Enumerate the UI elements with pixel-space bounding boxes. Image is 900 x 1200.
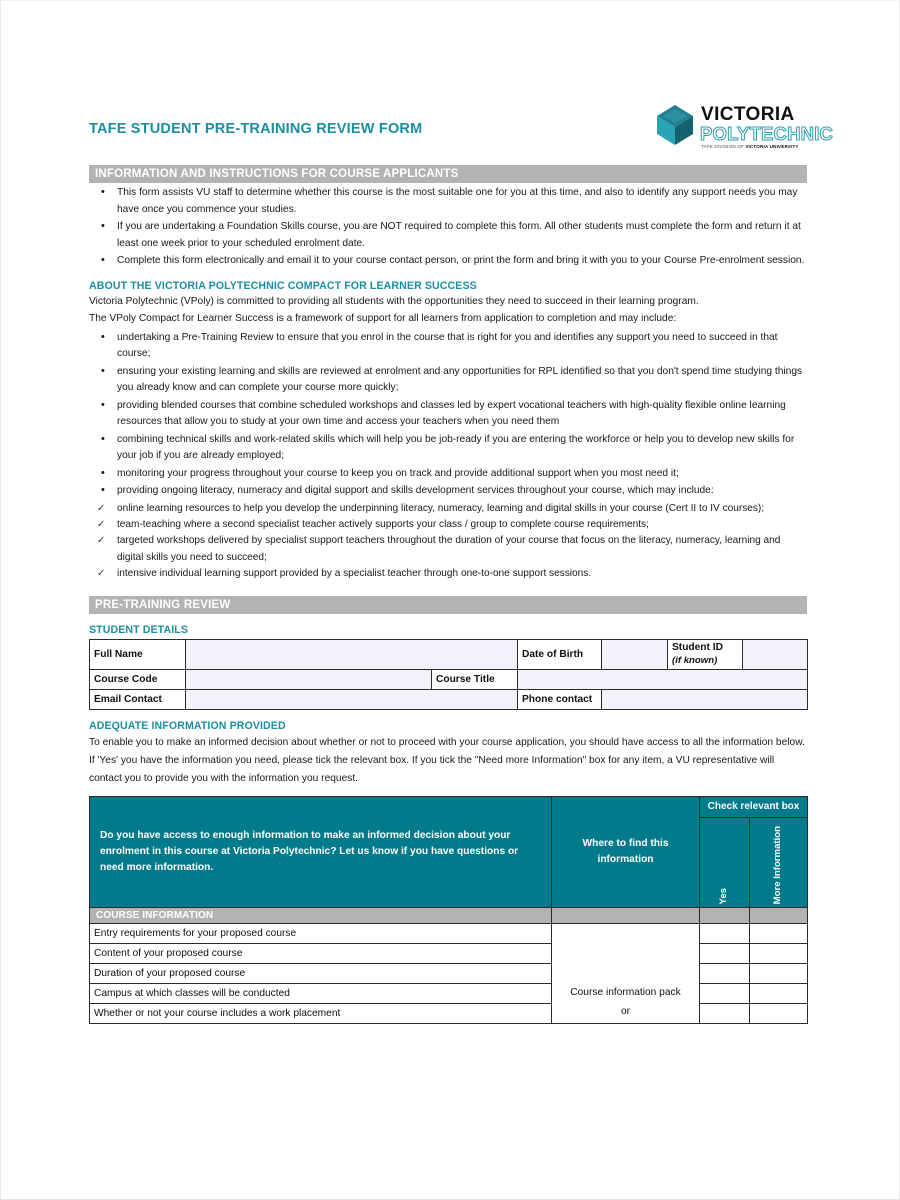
- header-col-yes: [700, 818, 750, 908]
- item-label: Whether or not your course includes a work placement: [90, 1004, 552, 1024]
- checkbox-more-information[interactable]: [750, 984, 808, 1004]
- list-item: ✓ team-teaching where a second specialist teacher actively supports your class / group to complete course requirements;: [89, 517, 807, 533]
- document-content: [89, 99, 834, 1024]
- label-course-code: Course Code: [90, 669, 186, 689]
- checkbox-yes[interactable]: [700, 964, 750, 984]
- checkbox-yes[interactable]: [700, 924, 750, 944]
- list-item: ✓ online learning resources to help you develop the underpinning literacy, numeracy, learning and digital skills in your course (Cert II to IV courses);: [89, 501, 807, 517]
- table-header-row: [90, 797, 808, 818]
- list-item: ✓ targeted workshops delivered by specialist support teachers throughout the duration of your course that focus on the literacy, numeracy, learning and digital skills you need to succeed;: [89, 533, 807, 566]
- input-date-of-birth[interactable]: [602, 640, 668, 669]
- page-sheet: [25, 19, 875, 1181]
- input-student-id[interactable]: [743, 640, 808, 668]
- table-group-row: [90, 908, 808, 924]
- label-student-id: [668, 640, 743, 668]
- checkbox-more-information[interactable]: [750, 1004, 808, 1024]
- diamond-logo-icon: [657, 105, 693, 145]
- checkbox-yes[interactable]: [700, 984, 750, 1004]
- checkbox-more-information[interactable]: [750, 964, 808, 984]
- item-label: Campus at which classes will be conducted: [90, 984, 552, 1004]
- logo-tagline-brand: VICTORIA UNIVERSITY: [745, 144, 799, 149]
- list-item: • undertaking a Pre-Training Review to ensure that you enrol in the course that is right for you and identifies any support you need to succeed in that course;: [89, 330, 807, 363]
- table-row: [90, 944, 808, 964]
- label-course-title: Course Title: [432, 669, 518, 689]
- table-row: [90, 640, 808, 669]
- list-item: • Complete this form electronically and email it to your course contact person, or print the form and bring it with you to your Course Pre-enrolment session.: [89, 253, 807, 270]
- compact-tick-list: [89, 501, 807, 583]
- group-spacer-2: [700, 908, 750, 924]
- label-student-id-text: Student ID: [672, 642, 723, 654]
- heading-adequate-information: ADEQUATE INFORMATION PROVIDED: [89, 719, 286, 732]
- heading-compact: ABOUT THE VICTORIA POLYTECHNIC COMPACT FOR LEARNER SUCCESS: [89, 279, 477, 292]
- list-item: ✓ intensive individual learning support provided by a specialist teacher through one-to-one support sessions.: [89, 566, 807, 582]
- where-value-line-2: or: [620, 1005, 631, 1017]
- label-full-name: Full Name: [90, 640, 186, 669]
- header-col-more-information-label: More Information: [772, 825, 784, 905]
- table-row: [90, 964, 808, 984]
- victoria-polytechnic-logo: [657, 99, 834, 155]
- table-row: [90, 984, 808, 1004]
- table-row: [90, 689, 808, 709]
- compact-paragraph-1: Victoria Polytechnic (VPoly) is committed to providing all students with the opportunities they need to succeed in their learning program.: [89, 295, 699, 307]
- group-spacer-1: [552, 908, 700, 924]
- logo-tagline-prefix: TAFE DIVISION OF: [701, 144, 746, 149]
- item-label: Duration of your proposed course: [90, 964, 552, 984]
- logo-line-polytechnic: POLYTECHNIC: [700, 123, 834, 144]
- list-item: • ensuring your existing learning and skills are reviewed at enrolment and any opportunities for RPL identified so that you don't spend time studying things you already know and can complete your course more quickly;: [89, 364, 807, 397]
- header-check-relevant-box: Check relevant box: [700, 797, 808, 818]
- input-course-title[interactable]: [518, 669, 808, 689]
- student-details-table: [89, 639, 808, 709]
- student-id-cell: [668, 640, 808, 669]
- logo-tagline: [701, 144, 799, 149]
- label-date-of-birth: Date of Birth: [518, 640, 602, 669]
- instructions-bullet-list: [89, 185, 807, 270]
- checkbox-more-information[interactable]: [750, 924, 808, 944]
- label-phone-contact: Phone contact: [518, 689, 602, 709]
- list-item: • monitoring your progress throughout your course to keep you on track and provide additional support when you most need it;: [89, 466, 807, 483]
- header-question: Do you have access to enough information to make an informed decision about your enrolment in this course at Victoria Polytechnic? Let us know if you have questions or need more information.: [90, 797, 552, 908]
- header-col-yes-label: Yes: [718, 887, 730, 905]
- compact-paragraph-2: The VPoly Compact for Learner Success is a framework of support for all learners from application to completion and may include:: [89, 313, 677, 325]
- checkbox-yes[interactable]: [700, 944, 750, 964]
- item-label: Content of your proposed course: [90, 944, 552, 964]
- where-to-find-value: [552, 924, 700, 1024]
- heading-student-details: STUDENT DETAILS: [89, 624, 189, 637]
- header-where-to-find: Where to find this information: [552, 797, 700, 908]
- list-item: • providing ongoing literacy, numeracy and digital support and skills development services throughout your course, which may include:: [89, 483, 807, 500]
- header-col-more-information: [750, 818, 808, 908]
- where-value-line-1: Course information pack: [570, 987, 681, 999]
- list-item: • combining technical skills and work-related skills which will help you be job-ready if you are entering the workforce or help you to develop new skills for your job if you are already employed;: [89, 432, 807, 465]
- table-row: [90, 924, 808, 944]
- checkbox-yes[interactable]: [700, 1004, 750, 1024]
- label-student-id-note: (if known): [672, 654, 718, 666]
- table-row: [90, 669, 808, 689]
- page-title: TAFE STUDENT PRE-TRAINING REVIEW FORM: [89, 121, 423, 137]
- input-course-code[interactable]: [186, 669, 432, 689]
- checkbox-more-information[interactable]: [750, 944, 808, 964]
- compact-sub-bullet-wrap: [89, 501, 807, 583]
- input-phone-contact[interactable]: [602, 689, 808, 709]
- list-item: • providing blended courses that combine scheduled workshops and classes led by expert vocational teachers with high-quality flexible online learning resources that allow you to study at your own time and access your teachers when you need them: [89, 398, 807, 431]
- label-email-contact: Email Contact: [90, 689, 186, 709]
- logo-line-victoria: VICTORIA: [701, 104, 795, 125]
- section-bar-instructions: INFORMATION AND INSTRUCTIONS FOR COURSE APPLICANTS: [89, 165, 807, 183]
- list-item: • This form assists VU staff to determine whether this course is the most suitable one for you at this time, and also to identify any support needs you may have once you commence your studies.: [89, 185, 807, 218]
- adequate-information-table: [89, 796, 808, 1024]
- section-bar-pre-training-review: PRE-TRAINING REVIEW: [89, 596, 807, 614]
- input-email-contact[interactable]: [186, 689, 518, 709]
- item-label: Entry requirements for your proposed course: [90, 924, 552, 944]
- list-item: • If you are undertaking a Foundation Skills course, you are NOT required to complete this form. All other students must complete the form and return it at least one week prior to your scheduled enrolment date.: [89, 219, 807, 252]
- compact-bullet-list: [89, 330, 807, 500]
- group-spacer-3: [750, 908, 808, 924]
- document-header: [89, 99, 834, 155]
- group-label-course-information: COURSE INFORMATION: [90, 908, 552, 924]
- adequate-information-intro: To enable you to make an informed decision about whether or not to proceed with your course application, you should have access to all the information below. If 'Yes' you have the information you need, please tick the relevant box. If you tick the "Need more Information" box for any item, a VU representative will contact you to provide you with the information you request.: [89, 736, 805, 784]
- input-full-name[interactable]: [186, 640, 518, 669]
- table-row: [90, 1004, 808, 1024]
